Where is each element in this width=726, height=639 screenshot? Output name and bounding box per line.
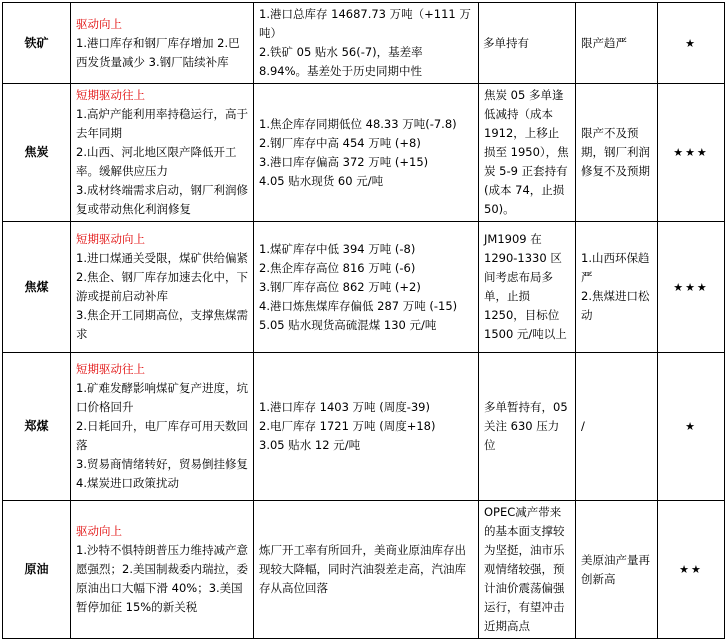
strategy-cell: 多单暂持有，05 关注 630 压力位 xyxy=(479,353,576,501)
data-item: 2.焦企库存高位 816 万吨 (-6) xyxy=(259,260,416,275)
risk-cell: / xyxy=(576,353,658,501)
driver-item: 4.煤炭进口政策扰动 xyxy=(76,476,179,490)
commodity-strategy-table xyxy=(2,2,725,639)
data-item: 3.钢厂库存高位 862 万吨 (+2) xyxy=(259,279,421,294)
data-item: 1.港口库存 1403 万吨 (周度-39) xyxy=(259,400,430,414)
driver-item: 1.沙特不惧特朗普压力维持减产意愿强烈；2.美国制裁委内瑞拉，委原油出口大幅下滑 40%；3.美国暂停加征 15%的新关税 xyxy=(76,543,248,614)
driver-item: 1.港口库存和钢厂库存增加 2.巴西发货量减少 3.钢厂陆续补库 xyxy=(76,35,240,69)
risk-cell: 限产不及预期，钢厂利润修复不及预期 xyxy=(576,84,658,222)
rating-stars: ★ xyxy=(658,353,725,501)
driver-title: 驱动向上 xyxy=(76,16,122,31)
data-item: 1.港口总库存 14687.73 万吨（+111 万吨） xyxy=(259,7,471,40)
table-row xyxy=(3,3,725,84)
driver-item: 1.矿难发酵影响煤矿复产进度，坑口价格回升 xyxy=(76,381,248,414)
driver-cell xyxy=(71,353,254,501)
data-cell xyxy=(254,222,479,353)
commodity-name: 郑煤 xyxy=(3,353,71,501)
driver-item: 1.进口煤通关受限，煤矿供给偏紧 xyxy=(76,251,248,265)
data-item: 3.港口库存偏高 372 万吨 (+15) xyxy=(259,154,429,169)
driver-item: 3.焦企开工同期高位，支撑焦煤需求 xyxy=(76,308,248,341)
data-item: 1.煤矿库存中低 394 万吨 (-8) xyxy=(259,241,416,256)
data-item: 2.铁矿 05 贴水 56(-7)，基差率 8.94%。基差处于历史同期中性 xyxy=(259,45,423,78)
data-item: 5.05 贴水现货高硫混煤 130 元/吨 xyxy=(259,317,437,332)
risk-cell xyxy=(576,222,658,353)
driver-item: 3.成材终端需求启动，钢厂利润修复或带动焦化利润修复 xyxy=(76,183,248,216)
data-cell xyxy=(254,3,479,84)
rating-stars: ★ xyxy=(658,3,725,84)
data-item: 3.05 贴水 12 元/吨 xyxy=(259,438,361,452)
driver-item: 2.焦企、钢厂库存加速去化中，下游或提前启动补库 xyxy=(76,270,248,303)
driver-title: 驱动向上 xyxy=(76,524,122,538)
strategy-cell: 焦炭 05 多单逢低减持（成本 1912，上移止损至 1950），焦炭 5-9 正套持有(成本 74，止损 50)。 xyxy=(479,84,576,222)
data-item: 炼厂开工率有所回升，美商业原油库存出现较大降幅，同时汽油裂差走高，汽油库存从高位回落 xyxy=(259,543,466,595)
table-row xyxy=(3,222,725,353)
driver-title: 短期驱动向上 xyxy=(76,232,145,246)
commodity-name: 铁矿 xyxy=(3,3,71,84)
data-item: 4.05 贴水现货 60 元/吨 xyxy=(259,173,384,188)
strategy-cell: 多单持有 xyxy=(479,3,576,84)
driver-cell xyxy=(71,501,254,639)
driver-item: 3.贸易商情绪转好，贸易倒挂修复 xyxy=(76,457,248,471)
driver-cell xyxy=(71,3,254,84)
data-item: 1.焦企库存同期低位 48.33 万吨(-7.8) xyxy=(259,116,457,131)
strategy-cell: JM1909 在 1290-1330 区间考虑布局多单，止损 1250，目标位 1500 元/吨以上 xyxy=(479,222,576,353)
rating-stars: ★★ xyxy=(658,501,725,639)
risk-item: 2.焦煤进口松动 xyxy=(581,289,650,322)
risk-item: 1.山西环保趋严 xyxy=(581,251,650,284)
data-cell xyxy=(254,353,479,501)
table-row xyxy=(3,501,725,639)
risk-cell: 限产趋严 xyxy=(576,3,658,84)
data-cell xyxy=(254,84,479,222)
rating-stars: ★★★ xyxy=(658,84,725,222)
driver-item: 2.山西、河北地区限产降低开工率。缓解供应压力 xyxy=(76,145,237,178)
data-item: 2.钢厂库存中高 454 万吨 (+8) xyxy=(259,135,421,150)
data-cell xyxy=(254,501,479,639)
driver-title: 短期驱动往上 xyxy=(76,362,145,376)
table-row xyxy=(3,84,725,222)
data-item: 2.电厂库存 1721 万吨 (周度+18) xyxy=(259,419,436,433)
driver-cell xyxy=(71,222,254,353)
driver-item: 2.日耗回升，电厂库存可用天数回落 xyxy=(76,419,248,452)
data-item: 4.港口炼焦煤库存偏低 287 万吨 (-15) xyxy=(259,298,458,313)
table-row xyxy=(3,353,725,501)
driver-cell xyxy=(71,84,254,222)
strategy-cell: OPEC减产带来的基本面支撑较为坚挺，油市乐观情绪较强，预计油价震荡偏强运行，有望冲击近期高点 xyxy=(479,501,576,639)
driver-item: 1.高炉产能利用率持稳运行，高于去年同期 xyxy=(76,107,248,140)
commodity-name: 原油 xyxy=(3,501,71,639)
driver-title: 短期驱动往上 xyxy=(76,88,145,102)
risk-cell: 美原油产量再创新高 xyxy=(576,501,658,639)
commodity-name: 焦炭 xyxy=(3,84,71,222)
rating-stars: ★★★ xyxy=(658,222,725,353)
commodity-name: 焦煤 xyxy=(3,222,71,353)
